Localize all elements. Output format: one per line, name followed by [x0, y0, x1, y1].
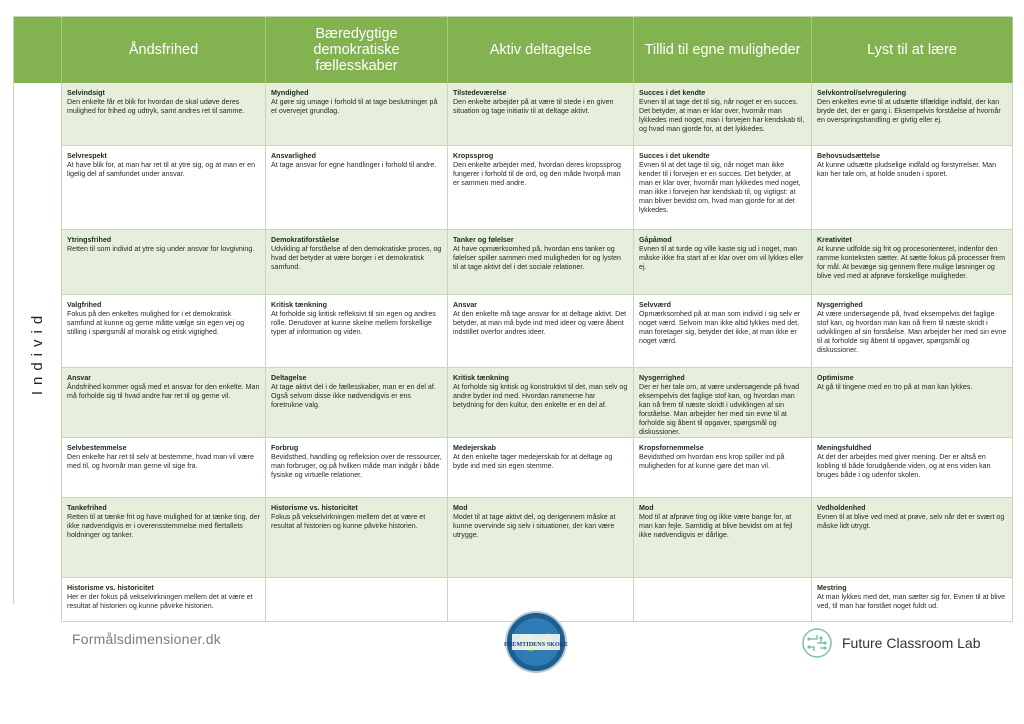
table-cell: [812, 230, 1013, 295]
table-cell-empty: [266, 578, 448, 622]
cell-title: Forbrug: [271, 444, 299, 452]
cell-desc: Den enkeltes evne til at udsætte tilfældige indfald, der kan bryde det, der er gang i. Eksempelvis forståelse af hvornår en overspringshandling er givtig eller ej.: [817, 98, 1001, 124]
cell-title: Tilstedeværelse: [453, 89, 507, 97]
cell-title: Nysgerrighed: [817, 301, 863, 309]
table-cell: [812, 83, 1013, 146]
cell-title: Ytringsfrihed: [67, 236, 112, 244]
cell-title: Myndighed: [271, 89, 309, 97]
cell-desc: Den enkelte får et blik for hvordan de skal udøve deres mulighed for frihed og udtryk, samt andres ret til samme.: [67, 98, 245, 115]
cell-title: Mod: [453, 504, 468, 512]
cell-desc: At kunne udfolde sig frit og procesorienteret, indenfor den ramme konteksten sætter. At sætte fokus på processer frem for mål. At bevæge sig gennem flere mulige løsninger og blive ved med at afprøve forskellige muligheder.: [817, 245, 1006, 280]
header-corner: [14, 17, 62, 83]
cell-desc: Retten til som individ at ytre sig under ansvar for lovgivning.: [67, 245, 255, 253]
table-cell: [266, 295, 448, 368]
cell-title: Gåpåmod: [639, 236, 672, 244]
table-cell: [634, 438, 812, 498]
table-cell: [266, 230, 448, 295]
cell-desc: Åndsfrihed kommer også med et ansvar for den enkelte. Man må forholde sig til hvad andre har ret til og gerne vil.: [67, 383, 260, 400]
table-cell: [634, 295, 812, 368]
cell-title: Kritisk tænkning: [271, 301, 327, 309]
table-cell: [448, 498, 634, 578]
cell-desc: Evnen til at blive ved med at prøve, selv når det er svært og måske lidt utrygt.: [817, 513, 1005, 530]
cell-desc: Evnen til at tage det til sig, når noget er en succes. Det betyder, at man er klar over, hvornår man lykkedes med noget, man i forvejen har kendskab til, og hvad man gjorde for, at det lykkedes.: [639, 98, 805, 133]
matrix-table: [13, 16, 1012, 610]
table-cell: [62, 368, 266, 438]
table-cell: [62, 438, 266, 498]
cell-desc: At have opmærksomhed på, hvordan ens tanker og følelser spiller sammen med muligheden for og lysten til at tage aktivt del i det sociale relationer.: [453, 245, 621, 271]
cell-desc: Evnen til at det tage til sig, når noget man ikke kender til i forvejen er en succes. Det betyder, at man er klar over, hvornår man lykkedes med noget, man ikke i forvejen har kendskab til, og vigtigst: at man bliver bevidst om, hvad man gjorde for at det lykkedes.: [639, 161, 801, 214]
side-label: [14, 83, 62, 622]
cell-title: Kropssprog: [453, 152, 494, 160]
cell-desc: Retten til at tænke frit og have mulighed for at tænke ting, der ikke nødvendigvis er i overensstemmelse med flertallets holdninger og tanker.: [67, 513, 260, 539]
cell-title: Behovsudsættelse: [817, 152, 881, 160]
table-cell: [634, 498, 812, 578]
footer-site-link[interactable]: Formålsdimensioner.dk: [72, 631, 221, 647]
table-cell: [448, 230, 634, 295]
table-cell: [62, 83, 266, 146]
cell-title: Tanker og følelser: [453, 236, 514, 244]
cell-desc: Evnen til at turde og ville kaste sig ud i noget, man måske ikke fra start af er klar over om vil lykkes eller ej.: [639, 245, 804, 271]
cell-title: Deltagelse: [271, 374, 307, 382]
table-cell: [812, 498, 1013, 578]
cell-title: Kreativitet: [817, 236, 852, 244]
cell-title: Ansvar: [67, 374, 92, 382]
cell-title: Valgfrihed: [67, 301, 102, 309]
cell-desc: Bevidsthed, handling og refleksion over de ressourcer, man forbruger, og på hvilken måde man indgår i både fysiske og virtuelle relationer.: [271, 453, 442, 479]
cell-desc: Udvikling af forståelse af den demokratiske proces, og hvad det betyder at være borger i et demokratisk samfund.: [271, 245, 442, 271]
cell-title: Optimisme: [817, 374, 854, 382]
cell-title: Vedholdenhed: [817, 504, 866, 512]
cell-desc: Opmærksomhed på at man som individ i sig selv er noget værd. Selvom man ikke altid lykkes med det, man foretager sig, betyder det ikke, at man ikke er noget værd.: [639, 310, 801, 345]
cell-title: Succes i det kendte: [639, 89, 706, 97]
cell-desc: Den enkelte har ret til selv at bestemme, hvad man vil være med til, og hvornår man gerne vil sige fra.: [67, 453, 254, 470]
table-cell: [62, 498, 266, 578]
cell-desc: At forholde sig kritisk refleksivt til sin egen og andres rolle. Derudover at kunne skelne mellem forskellige typer af information og viden.: [271, 310, 436, 336]
cell-desc: Her er der fokus på vekselvirkningen mellem det at være et resultat af historien og kunne påvirke historien.: [67, 593, 253, 610]
cell-desc: At tage aktivt del i de fællesskaber, man er en del af. Også selvom disse ikke nødvendigvis er ens foretrukne valg.: [271, 383, 436, 409]
cell-desc: At have blik for, at man har ret til at ytre sig, og at man er en ligelig del af samfundet under ansvar.: [67, 161, 256, 178]
cell-title: Ansvar: [453, 301, 478, 309]
table-cell: [266, 498, 448, 578]
cell-title: Selvbestemmelse: [67, 444, 127, 452]
fremtidens-skole-logo: [504, 610, 568, 674]
header-tillid: Tillid til egne muligheder: [634, 17, 812, 83]
table-cell: [62, 230, 266, 295]
cell-title: Ansvarlighed: [271, 152, 316, 160]
table-cell: [812, 368, 1013, 438]
table-cell: [634, 146, 812, 230]
cell-title: Demokratiforståelse: [271, 236, 340, 244]
cell-desc: At kunne udsætte pludselige indfald og forstyrrelser. Man kan her tale om, at holde snuden i sporet.: [817, 161, 997, 178]
cell-title: Historisme vs. historicitet: [271, 504, 358, 512]
future-classroom-lab-logo: [800, 623, 1010, 663]
cell-desc: At man lykkes med det, man sætter sig for. Evnen til at blive ved, til man har forstået noget fuldt ud.: [817, 593, 1006, 610]
cell-desc: Fokus på vekselvirkningen mellem det at være et resultat af historien og kunne påvirke historien.: [271, 513, 426, 530]
cell-desc: Den enkelte arbejder på at være til stede i en given situation og tage initiativ til at deltage aktivt.: [453, 98, 614, 115]
cell-title: Medejerskab: [453, 444, 496, 452]
table-cell: [812, 578, 1013, 622]
cell-title: Nysgerrighed: [639, 374, 685, 382]
cell-desc: At gå til tingene med en tro på at man kan lykkes.: [817, 383, 973, 391]
cell-desc: At det der arbejdes med giver mening. Der er altså en kobling til både forudgående viden, og at ens viden kan bruges både i og udenfor skolen.: [817, 453, 991, 479]
cell-desc: At gøre sig umage i forhold til at tage beslutninger på et overvejet grundlag.: [271, 98, 438, 115]
cell-desc: At den enkelte må tage ansvar for at deltage aktivt. Det betyder, at man må byde ind med ideer og være åbent indstillet overfor andres ideer.: [453, 310, 627, 336]
header-lyst: Lyst til at lære: [812, 17, 1013, 83]
cell-desc: At være undersøgende på, hvad eksempelvis det faglige stof kan, og hvordan man kan nå frem til næste skridt i udviklingen af sin forståelse. Man arbejder her med sin evne til at forholde sig åbent til opgaver, spørgsmål og diskussioner.: [817, 310, 1007, 354]
header-aktiv-deltagelse: Aktiv deltagelse: [448, 17, 634, 83]
circuit-brain-icon: [800, 626, 834, 660]
cell-desc: At forholde sig kritisk og konstruktivt til det, man selv og andre byder ind med. Hvordan rammerne har betydning for den kultur, den enkelte er en del af.: [453, 383, 628, 409]
cell-title: Selvrespekt: [67, 152, 107, 160]
table-cell: [448, 146, 634, 230]
cell-title: Tankefrihed: [67, 504, 107, 512]
table-cell: [448, 438, 634, 498]
cell-title: Kritisk tænkning: [453, 374, 509, 382]
cell-desc: Modet til at tage aktivt del, og derigennem måske at kunne overvinde sig selv i situationer, der kan være utrygge.: [453, 513, 616, 539]
table-cell: [62, 578, 266, 622]
cell-title: Historisme vs. historicitet: [67, 584, 154, 592]
cell-title: Meningsfuldhed: [817, 444, 872, 452]
cell-desc: At tage ansvar for egne handlinger i forhold til andre.: [271, 161, 437, 169]
cell-title: Mod: [639, 504, 654, 512]
table-cell: [634, 230, 812, 295]
cell-desc: Fokus på den enkeltes mulighed for i et demokratisk samfund at kunne og gerne måtte vælge sin egen vej og stilling i spørgsmål af moralsk og etisk vigtighed.: [67, 310, 245, 336]
table-cell: [266, 83, 448, 146]
table-cell: [634, 83, 812, 146]
cell-title: Selvindsigt: [67, 89, 105, 97]
cell-title: Mestring: [817, 584, 847, 592]
table-cell: [812, 295, 1013, 368]
fremtidens-skole-text: FREMTIDENS SKOLE: [504, 641, 568, 648]
cell-desc: Den enkelte arbejder med, hvordan deres kropssprog fungerer i forhold til de ord, og den måde hvorpå man er sammen med andre.: [453, 161, 621, 187]
cell-desc: Bevidsthed om hvordan ens krop spiller ind på muligheden for at kunne gøre det man vil.: [639, 453, 785, 470]
header-andsfrihed: Åndsfrihed: [62, 17, 266, 83]
table-cell: [62, 295, 266, 368]
side-label-text: Individ: [29, 309, 47, 396]
table-cell: [266, 146, 448, 230]
table-cell: [812, 438, 1013, 498]
header-baeredygtige: Bæredygtige demokratiske fællesskaber: [266, 17, 448, 83]
table-cell: [266, 368, 448, 438]
table-cell: [812, 146, 1013, 230]
cell-desc: At den enkelte tager medejerskab for at deltage og byde ind med sin egen stemme.: [453, 453, 613, 470]
cell-title: Kropsfornemmelse: [639, 444, 704, 452]
cell-desc: Der er her tale om, at være undersøgende på hvad eksempelvis det faglige stof kan, og hvordan man kan nå frem til næste skridt i udviklingen af sin forståelse. Man arbejder her med sin evne til at forholde sig åbent til opgaver, spørgsmål og diskussioner.: [639, 383, 800, 436]
table-cell: [448, 295, 634, 368]
cell-desc: Mod til at afprøve ting og ikke være bange for, at man kan fejle. Samtidig at blive bevidst om at fejl ikke nødvendigvis er dårlige.: [639, 513, 793, 539]
future-classroom-lab-text: Future Classroom Lab: [842, 635, 981, 651]
cell-title: Succes i det ukendte: [639, 152, 710, 160]
table-cell: [266, 438, 448, 498]
table-cell: [448, 83, 634, 146]
cell-title: Selvkontrol/selvregulering: [817, 89, 907, 97]
cell-title: Selvværd: [639, 301, 671, 309]
table-cell: [62, 146, 266, 230]
table-cell: [634, 368, 812, 438]
table-cell: [448, 368, 634, 438]
table-cell-empty: [634, 578, 812, 622]
